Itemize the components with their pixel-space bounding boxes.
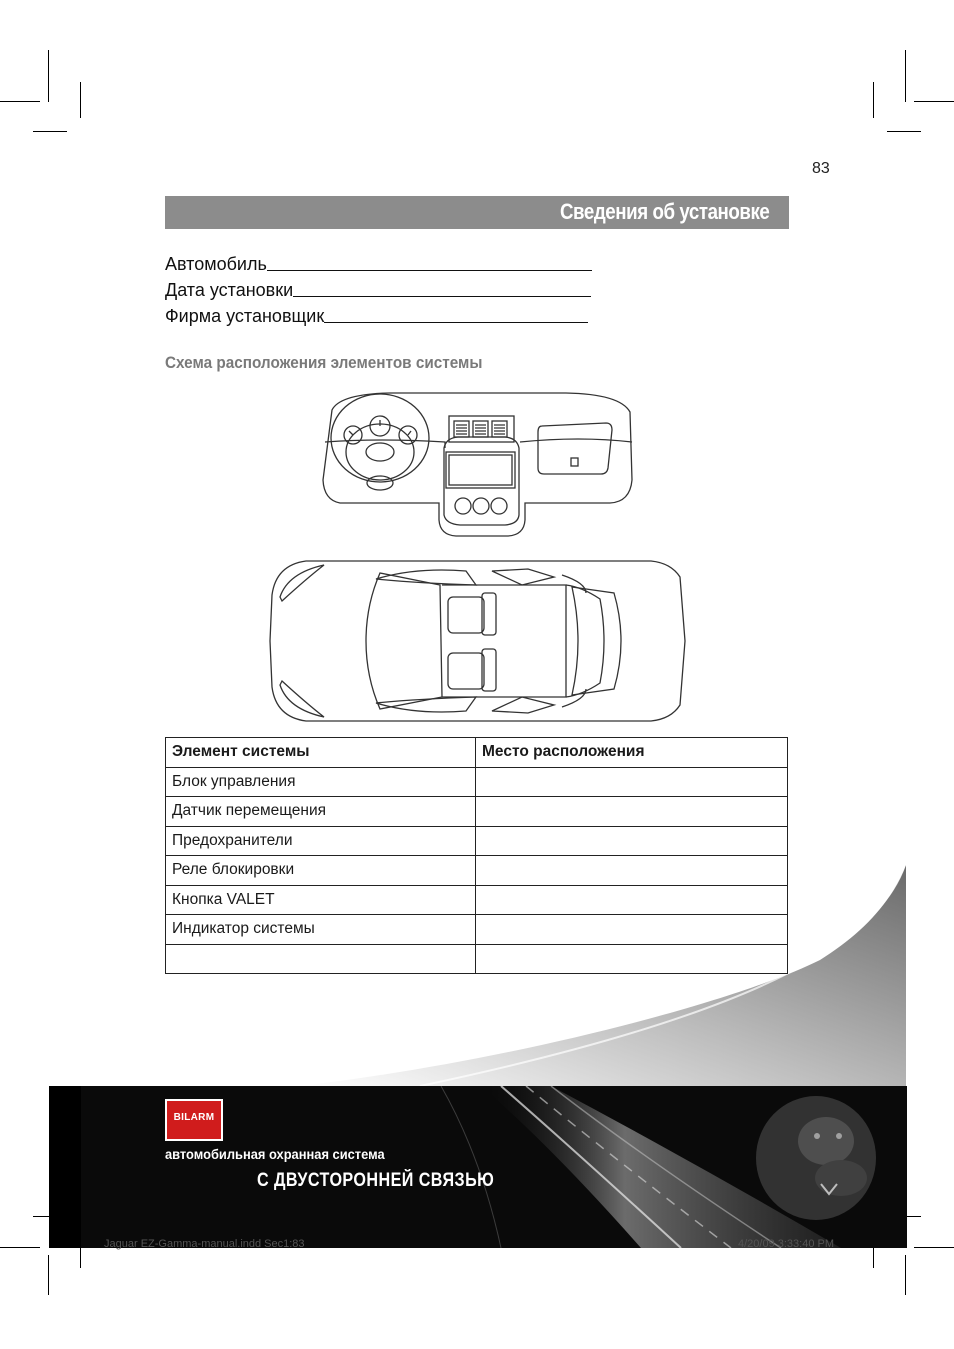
table-header-row	[166, 738, 788, 768]
table-cell-location[interactable]	[476, 944, 788, 974]
section-title: Сведения об установке	[559, 199, 769, 224]
table-cell-element: Реле блокировки	[166, 856, 476, 886]
print-slug-file: Jaguar EZ-Gamma-manual.indd Sec1:83	[104, 1238, 305, 1250]
table-cell-element: Предохранители	[166, 826, 476, 856]
form-line-date[interactable]	[293, 295, 591, 297]
table-cell-location[interactable]	[476, 826, 788, 856]
print-slug-timestamp: 4/20/09 3:33:40 PM	[738, 1238, 835, 1250]
table-cell-element: Блок управления	[166, 767, 476, 797]
table-cell-element: Индикатор системы	[166, 915, 476, 945]
car-top-diagram	[266, 557, 688, 725]
logo-text: BILARM	[173, 1112, 215, 1123]
table-row	[166, 767, 788, 797]
table-row	[166, 797, 788, 827]
table-row	[166, 826, 788, 856]
form-field-date[interactable]	[165, 280, 591, 301]
bilarm-logo	[165, 1099, 223, 1141]
table-cell-element: Датчик перемещения	[166, 797, 476, 827]
table-cell-location[interactable]	[476, 767, 788, 797]
table-cell-location[interactable]	[476, 915, 788, 945]
table-cell-location[interactable]	[476, 885, 788, 915]
column-header-location: Место расположения	[476, 738, 788, 768]
banner-tagline-emphasis: С ДВУСТОРОННЕЙ СВЯЗЬЮ	[257, 1170, 495, 1191]
banner-tagline: автомобильная охранная система	[165, 1146, 385, 1162]
form-field-car[interactable]	[165, 254, 592, 275]
form-line-car[interactable]	[267, 269, 592, 271]
page-number: 83	[812, 160, 830, 177]
leopard-graphic	[756, 1096, 876, 1220]
banner-bleed	[49, 1086, 81, 1248]
brand-banner	[81, 1086, 907, 1248]
table-cell-element[interactable]	[166, 944, 476, 974]
table-row	[166, 915, 788, 945]
table-row	[166, 856, 788, 886]
section-title-bar	[165, 196, 789, 229]
form-label-car: Автомобиль	[165, 254, 267, 274]
diagram-heading: Схема расположения элементов системы	[165, 353, 483, 372]
form-label-date: Дата установки	[165, 280, 294, 300]
table-cell-location[interactable]	[476, 797, 788, 827]
system-elements-table	[165, 737, 788, 974]
table-row	[166, 944, 788, 974]
table-row	[166, 885, 788, 915]
column-header-element: Элемент системы	[166, 738, 476, 768]
form-field-company[interactable]	[165, 306, 588, 327]
dashboard-diagram	[320, 390, 636, 540]
table-cell-location[interactable]	[476, 856, 788, 886]
form-label-company: Фирма установщик	[165, 306, 325, 326]
table-cell-element: Кнопка VALET	[166, 885, 476, 915]
form-line-company[interactable]	[324, 321, 588, 323]
